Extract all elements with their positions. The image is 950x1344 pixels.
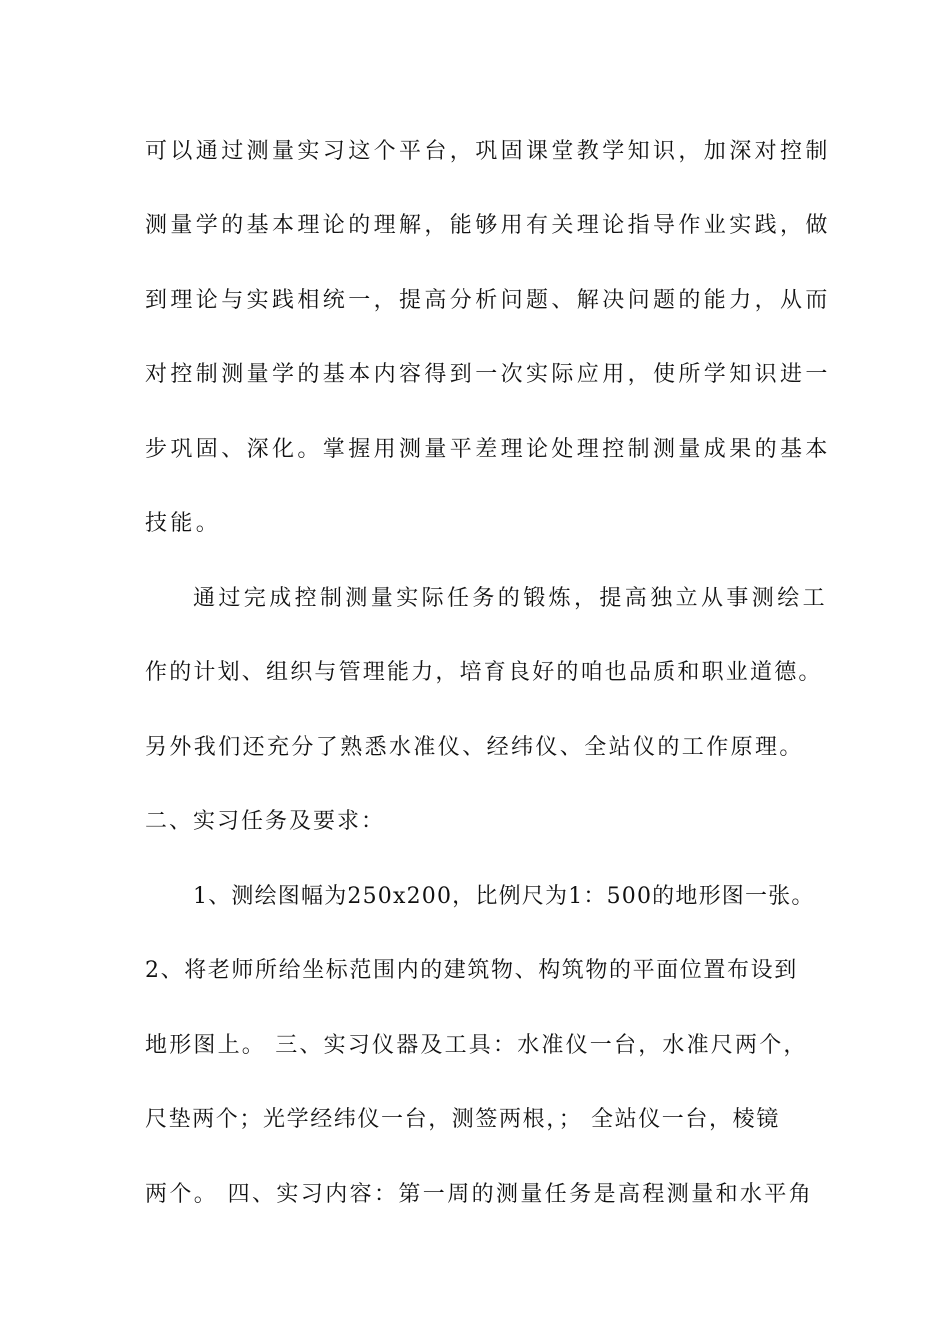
- paragraph-line-2: 测量学的基本理论的理解，能够用有关理论指导作业实践，做: [145, 213, 831, 238]
- paragraph-line-8: 作的计划、组织与管理能力，培育良好的咱也品质和职业道德。: [145, 660, 823, 685]
- paragraph-line-15: 两个。 四、实习内容：第一周的测量任务是高程测量和水平角: [145, 1182, 814, 1207]
- paragraph-line-14: 尺垫两个；光学经纬仪一台，测签两根，； 全站仪一台，棱镜: [145, 1107, 780, 1132]
- paragraph-line-3: 到理论与实践相统一，提高分析问题、解决问题的能力，从而: [145, 288, 831, 313]
- paragraph-line-4: 对控制测量学的基本内容得到一次实际应用，使所学知识进一: [145, 362, 831, 387]
- paragraph-line-1: 可以通过测量实习这个平台，巩固课堂教学知识，加深对控制: [145, 139, 831, 164]
- paragraph-line-7: 通过完成控制测量实际任务的锻炼，提高独立从事测绘工: [193, 586, 829, 611]
- paragraph-line-9: 另外我们还充分了熟悉水准仪、经纬仪、全站仪的工作原理。: [145, 735, 804, 760]
- paragraph-line-6: 技能。: [145, 511, 222, 536]
- section-heading-tasks: 二、实习任务及要求：: [145, 809, 386, 834]
- task-item-1: 1、测绘图幅为250x200，比例尺为1：500的地形图一张。: [193, 884, 815, 909]
- paragraph-line-5: 步巩固、深化。掌握用测量平差理论处理控制测量成果的基本: [145, 437, 831, 462]
- task-item-2: 2、将老师所给坐标范围内的建筑物、构筑物的平面位置布设到: [145, 958, 798, 983]
- paragraph-line-13: 地形图上。 三、实习仪器及工具：水准仪一台，水准尺两个，: [145, 1033, 808, 1058]
